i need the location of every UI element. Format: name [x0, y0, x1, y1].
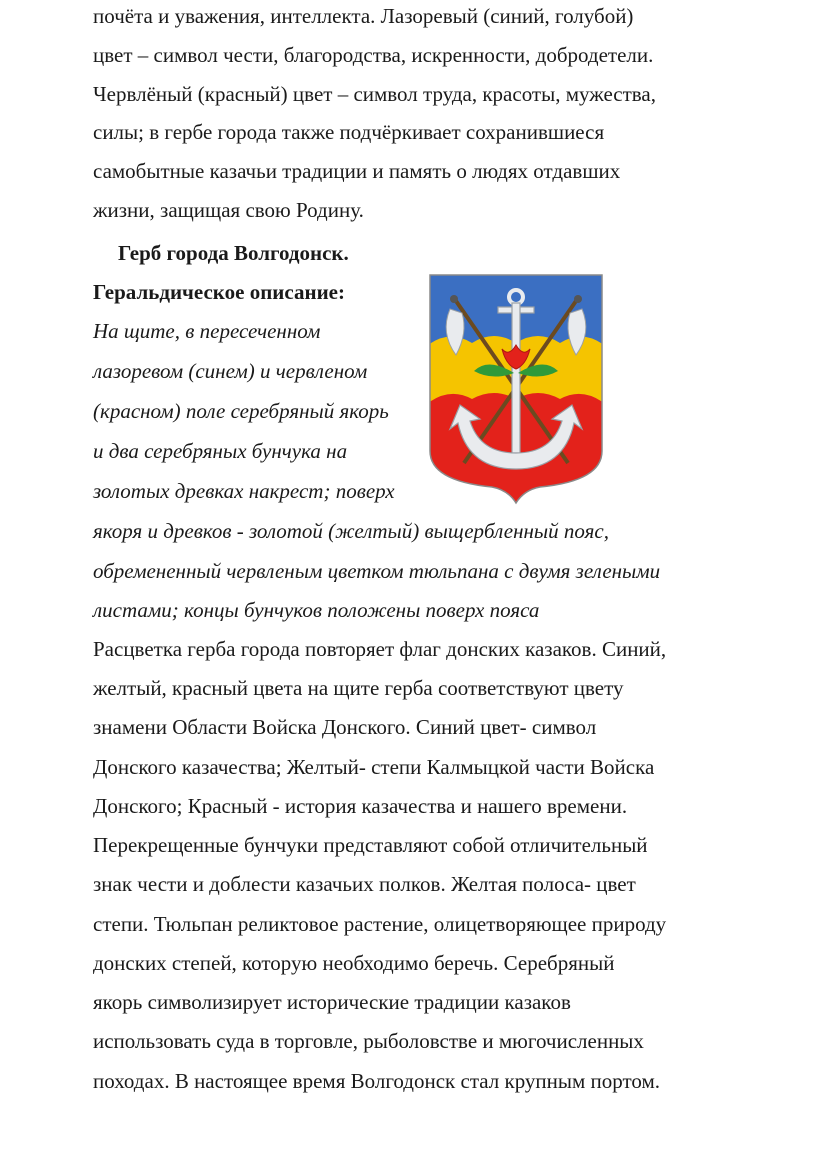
text-line: Донского; Красный - история казачества и нашего времени. [93, 794, 628, 818]
text-line: знамени Области Войска Донского. Синий цвет- символ [93, 715, 597, 739]
text-line: степи. Тюльпан реликтовое растение, олицетворяющее природу [93, 912, 667, 936]
text-line: почёта и уважения, интеллекта. Лазоревый (синий, голубой) [93, 4, 634, 28]
description-line: листами; концы бунчуков положены поверх пояса [93, 598, 540, 622]
description-line: якоря и древков - золотой (желтый) выщербленный пояс, [93, 519, 609, 543]
description-line: обремененный червленым цветком тюльпана с двумя зелеными [93, 559, 661, 583]
text-line: желтый, красный цвета на щите герба соответствуют цвету [93, 676, 624, 700]
text-line: Червлёный (красный) цвет – символ труда, красоты, мужества, [93, 82, 657, 106]
text-line: якорь символизирует исторические традиции казаков [93, 990, 571, 1014]
description-line: На щите, в пересеченном [93, 319, 321, 343]
section-heading: Герб города Волгодонск. [118, 241, 349, 265]
text-line: донских степей, которую необходимо беречь. Серебряный [93, 951, 615, 975]
text-line: Перекрещенные бунчуки представляют собой отличительный [93, 833, 648, 857]
description-line: и два серебряных бунчука на [93, 439, 348, 463]
description-line: лазоревом (синем) и червленом [93, 359, 368, 383]
description-line: (красном) поле серебряный якорь [93, 399, 389, 423]
text-line: Расцветка герба города повторяет флаг донских казаков. Синий, [93, 637, 667, 661]
text-line: использовать суда в торговле, рыболовстве и мюгочисленных [93, 1029, 644, 1053]
text-line: силы; в гербе города также подчёркивает сохранившиеся [93, 120, 605, 144]
text-line: самобытные казачьи традиции и память о людях отдавших [93, 159, 621, 183]
text-line: жизни, защищая свою Родину. [93, 198, 364, 222]
text-line: цвет – символ чести, благородства, искренности, добродетели. [93, 43, 654, 67]
text-line: знак чести и доблести казачьих полков. Желтая полоса- цвет [93, 872, 636, 896]
text-line: Донского казачества; Желтый- степи Калмыцкой части Войска [93, 755, 655, 779]
volgodonsk-coat-of-arms [428, 273, 604, 505]
text-line: походах. В настоящее время Волгодонск стал крупным портом. [93, 1069, 661, 1093]
description-line: золотых древках накрест; поверх [93, 479, 395, 503]
section-subheading: Геральдическое описание: [93, 280, 345, 304]
